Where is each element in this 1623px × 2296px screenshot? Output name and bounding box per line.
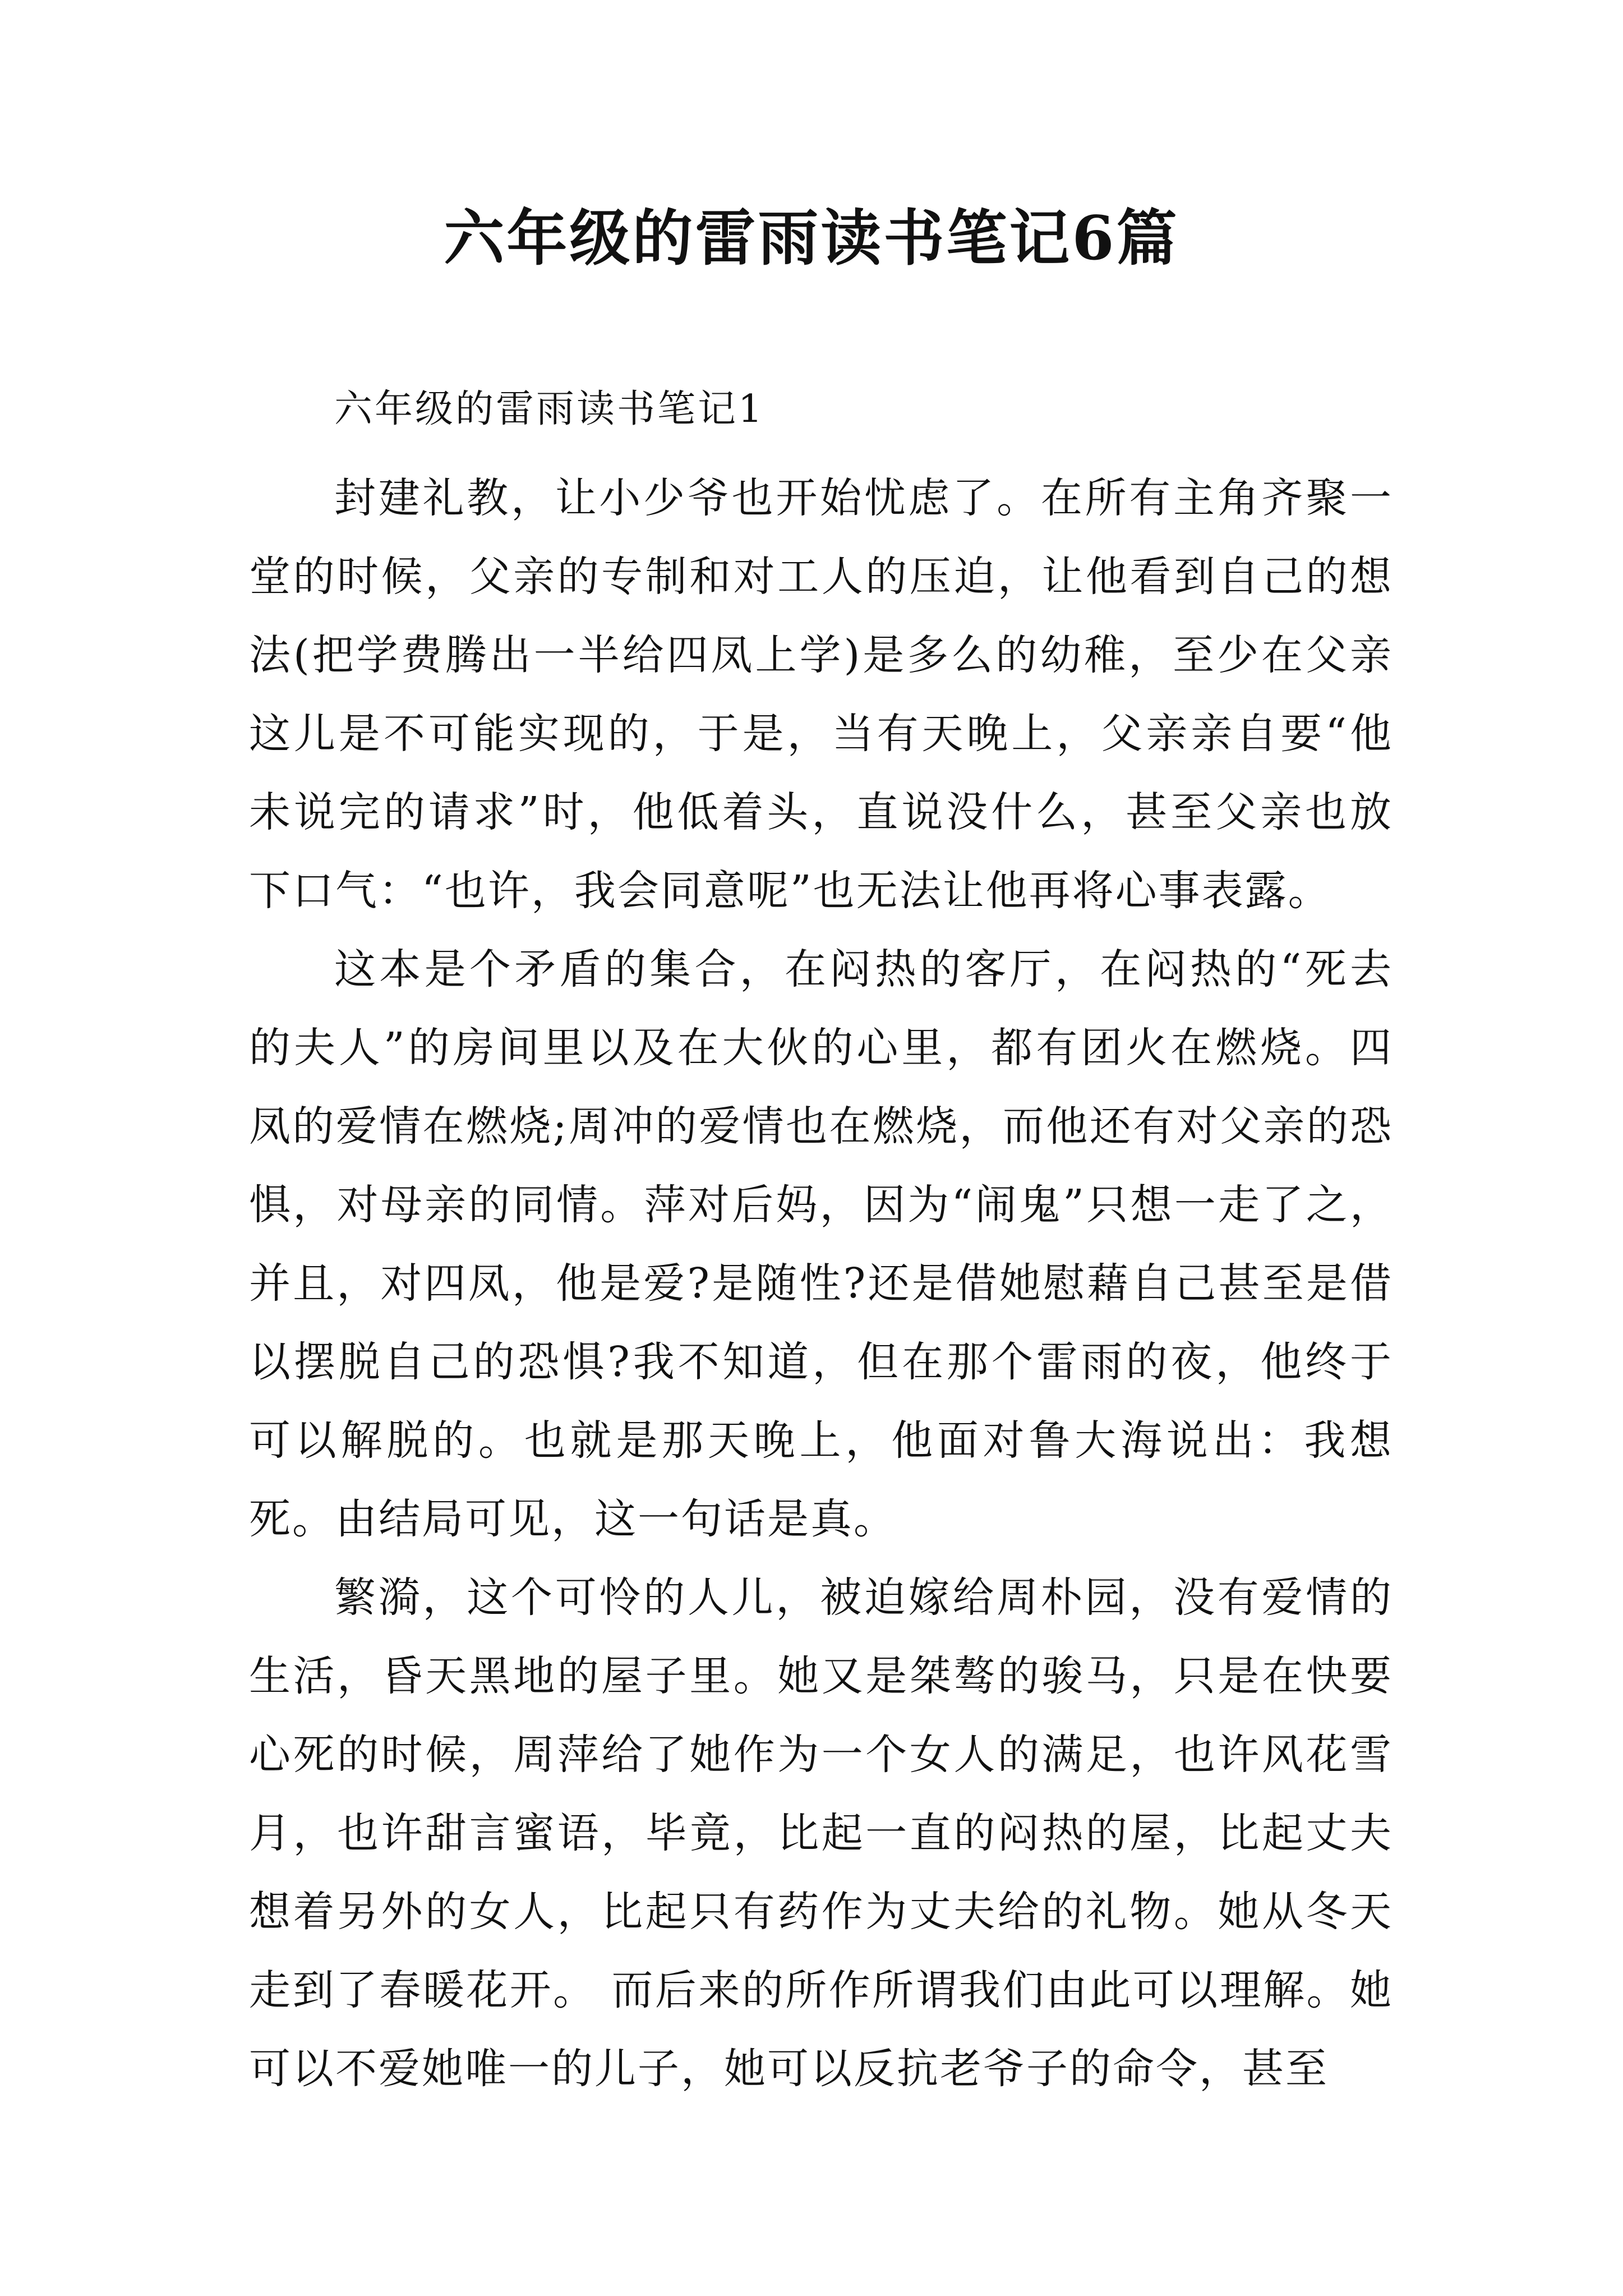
document-body xyxy=(249,459,1393,2108)
paragraph-3: 繁漪，这个可怜的人儿，被迫嫁给周朴园，没有爱情的生活，昏天黑地的屋子里。她又是桀骜的骏马，只是在快要心死的时候，周萍给了她作为一个女人的满足，也许风花雪月，也许甜言蜜语，毕竟，比起一直的闷热的屋，比起丈夫想着另外的女人，比起只有药作为丈夫给的礼物。她从冬天走到了春暖花开。 而后来的所作所谓我们由此可以理解。她可以不爱她唯一的儿子，她可以反抗老爷子的命令，甚至 xyxy=(249,1573,1393,2093)
paragraph-2: 这本是个矛盾的集合，在闷热的客厅，在闷热的“死去的夫人”的房间里以及在大伙的心里，都有团火在燃烧。四凤的爱情在燃烧;周冲的爱情也在燃烧，而他还有对父亲的恐惧，对母亲的同情。萍对后妈，因为“闹鬼”只想一走了之，并且，对四凤，他是爱?是随性?还是借她慰藉自己甚至是借以摆脱自己的恐惧?我不知道，但在那个雷雨的夜，他终于可以解脱的。也就是那天晚上，他面对鲁大海说出：我想死。由结局可见，这一句话是真。 xyxy=(249,945,1393,1543)
section-heading: 六年级的雷雨读书笔记1 xyxy=(334,387,765,431)
paragraph-1: 封建礼教，让小少爷也开始忧虑了。在所有主角齐聚一堂的时候，父亲的专制和对工人的压迫，让他看到自己的想法(把学费腾出一半给四凤上学)是多么的幼稚，至少在父亲这儿是不可能实现的，于是，当有天晚上，父亲亲自要“他未说完的请求”时，他低着头，直说没什么，甚至父亲也放下口气：“也许，我会同意呢”也无法让他再将心事表露。 xyxy=(249,474,1393,915)
document-title: 六年级的雷雨读书笔记6篇 xyxy=(444,203,1179,274)
